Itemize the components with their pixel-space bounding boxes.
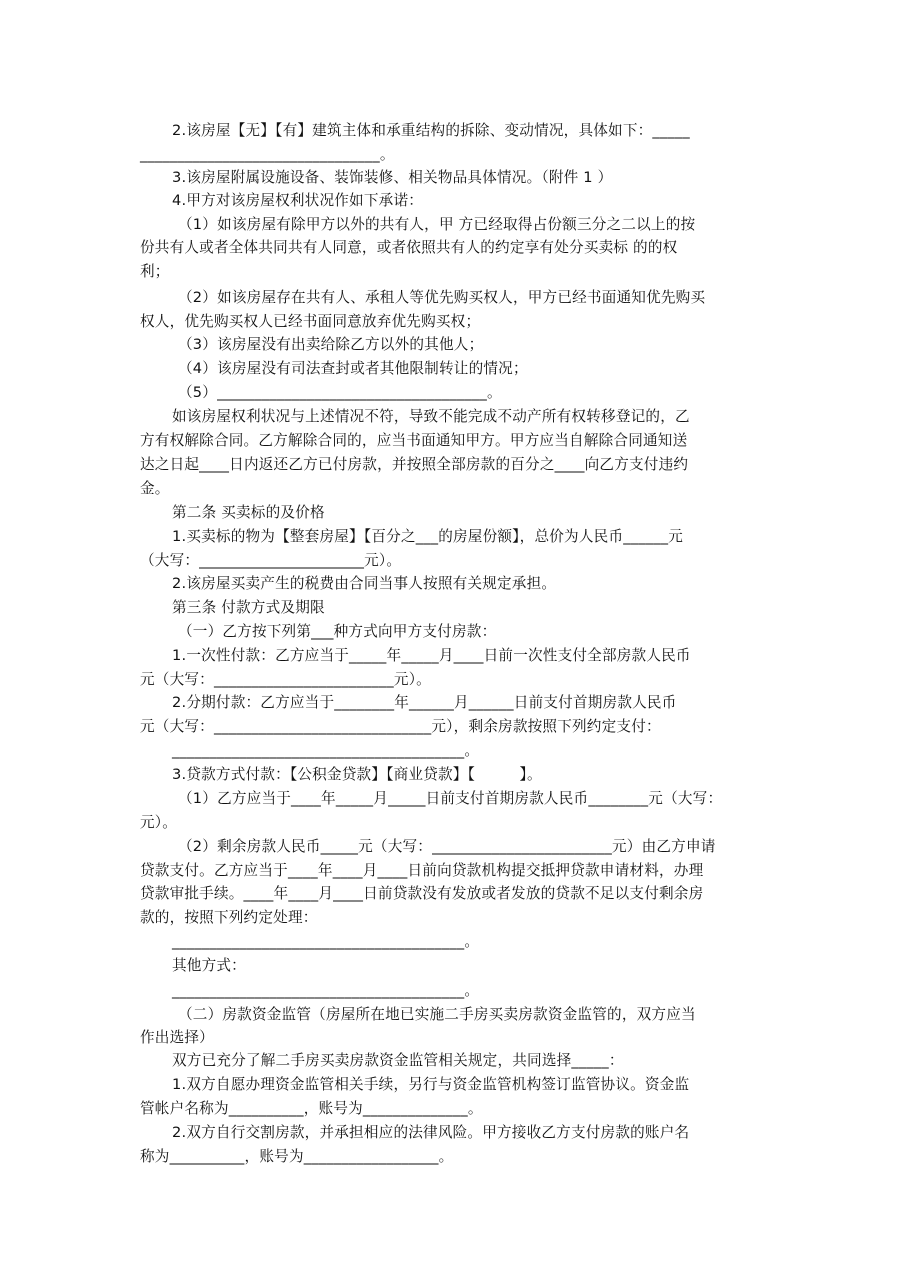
text-line: （2）如该房屋存在共有人、承租人等优先购买权人，甲方已经书面通知优先购买	[178, 289, 706, 306]
text-line: 方有权解除合同。乙方解除合同的，应当书面通知甲方。甲方应当自解除合同通知送	[140, 432, 688, 449]
text-line: 款的，按照下列约定处理：	[140, 909, 318, 926]
text-line: 元（大写：________________________元）。	[140, 671, 431, 688]
text-line: （1）如该房屋有除甲方以外的共有人，甲 方已经取得占份额三分之二以上的按	[178, 216, 696, 233]
text-line: 1.买卖标的物为【整套房屋】【百分之___的房屋份额】，总价为人民币______元	[172, 528, 684, 545]
text-line: 1.双方自愿办理资金监管相关手续，另行与资金监管机构签订监管协议。资金监	[172, 1076, 690, 1093]
text-line: 2.双方自行交割房款，并承担相应的法律风险。甲方接收乙方支付房款的账户名	[172, 1124, 690, 1141]
text-line: 达之日起____日内返还乙方已付房款，并按照全部房款的百分之____向乙方支付违约	[140, 456, 689, 473]
text-line: 3.贷款方式付款：【公积金贷款】【商业贷款】【 】。	[172, 766, 542, 783]
text-line: 2.该房屋买卖产生的税费由合同当事人按照有关规定承担。	[172, 575, 557, 592]
text-line: 如该房屋权利状况与上述情况不符，导致不能完成不动产所有权转移登记的，乙	[172, 408, 690, 425]
text-line: 元）。	[140, 814, 178, 831]
text-line: 作出选择）	[140, 1029, 214, 1046]
text-line: 4.甲方对该房屋权利状况作如下承诺：	[172, 192, 424, 209]
text-line: 3.该房屋附属设施设备、装饰装修、相关物品具体情况。（附件 1 ）	[172, 169, 613, 186]
text-line: ________________________________。	[140, 146, 395, 163]
text-line: （一）乙方按下列第___种方式向甲方支付房款：	[178, 623, 497, 640]
text-line: 贷款支付。乙方应当于____年____月____日前向贷款机构提交抵押贷款申请材料，办理	[140, 862, 704, 879]
text-line: 金。	[140, 480, 170, 497]
text-line: 2.分期付款：乙方应当于________年______月______日前支付首期房款人民币	[172, 694, 677, 711]
text-line: 称为__________，账号为__________________。	[140, 1148, 454, 1165]
text-line: 贷款审批手续。____年____月____日前贷款没有发放或者发放的贷款不足以支付剩余房	[140, 885, 704, 902]
text-line: 双方已充分了解二手房买卖房款资金监管相关规定，共同选择_____：	[172, 1052, 624, 1069]
text-line: （大写：______________________元）。	[140, 552, 402, 569]
text-line: 其他方式：	[172, 957, 246, 974]
text-line: （1）乙方应当于____年_____月_____日前支付首期房款人民币________元（大写：	[178, 790, 723, 807]
text-line: 1.一次性付款：乙方应当于_____年_____月____日前一次性支付全部房款人民币	[172, 647, 691, 664]
text-line: _______________________________________。	[172, 933, 480, 950]
text-line: （5）____________________________________。	[178, 384, 502, 401]
section-heading: 第二条 买卖标的及价格	[172, 504, 325, 521]
text-line: 利；	[140, 263, 170, 280]
text-line: _______________________________________。	[172, 742, 480, 759]
text-line: 元（大写：_____________________________元），剩余房款按照下列约定支付：	[140, 718, 661, 735]
text-line: （4）该房屋没有司法查封或者其他限制转让的情况；	[178, 360, 528, 377]
text-line: 2.该房屋【无】【有】建筑主体和承重结构的拆除、变动情况，具体如下：_____	[172, 122, 690, 139]
text-line: _______________________________________。	[172, 982, 480, 999]
text-line: 份共有人或者全体共同共有人同意，或者依照共有人的约定享有处分买卖标 的的权	[140, 239, 678, 256]
text-line: 管帐户名称为__________，账号为______________。	[140, 1100, 483, 1117]
text-line: （二）房款资金监管（房屋所在地已实施二手房买卖房款资金监管的，双方应当	[178, 1006, 696, 1023]
text-line: （2）剩余房款人民币_____元（大写：________________________元）由乙方申请	[178, 838, 716, 855]
text-line: （3）该房屋没有出卖给除乙方以外的其他人；	[178, 336, 484, 353]
text-line: 权人，优先购买权人已经书面同意放弃优先购买权；	[140, 313, 481, 330]
section-heading: 第三条 付款方式及期限	[172, 599, 325, 616]
